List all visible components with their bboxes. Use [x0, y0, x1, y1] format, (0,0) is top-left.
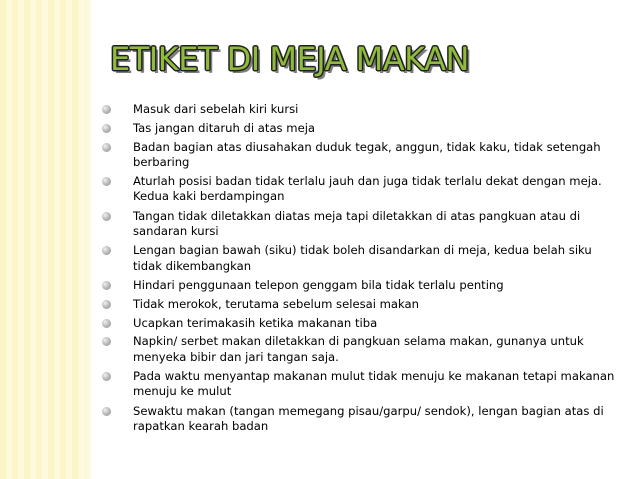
striped-background-band — [0, 0, 92, 479]
slide-title: ETIKET DI MEJA MAKAN — [110, 40, 469, 78]
list-item — [100, 334, 620, 364]
list-item-text: Pada waktu menyantap makanan mulut tidak menuju ke makanan tetapi makanan menuju ke mulut — [133, 368, 615, 399]
list-item — [100, 243, 620, 273]
list-item-text: Napkin/ serbet makan diletakkan di pangkuan selama makan, gunanya untuk menyeka bibir dan jari tangan saja. — [133, 334, 584, 364]
list-item-text: Hindari penggunaan telepon genggam bila tidak terlalu penting — [133, 277, 504, 292]
list-item-text: Tidak merokok, terutama sebelum selesai makan — [133, 296, 419, 311]
list-item — [100, 174, 620, 204]
bullet-dot-icon — [102, 337, 111, 346]
list-item-text: Ucapkan terimakasih ketika makanan tiba — [133, 315, 378, 330]
list-item-text: Lengan bagian bawah (siku) tidak boleh disandarkan di meja, kedua belah siku tidak dikembangkan — [133, 243, 592, 273]
bullet-dot-icon — [102, 300, 111, 309]
list-item-text: Masuk dari sebelah kiri kursi — [133, 102, 299, 116]
bullet-dot-icon — [102, 124, 111, 133]
list-item — [100, 404, 620, 434]
list-item — [100, 102, 620, 117]
list-item — [100, 121, 620, 136]
bullet-dot-icon — [102, 105, 111, 114]
stripe-fade — [80, 0, 100, 479]
list-item — [100, 278, 620, 293]
list-item-text: Sewaktu makan (tangan memegang pisau/garpu/ sendok), lengan bagian atas di rapatkan kearah badan — [133, 403, 604, 433]
list-item-text: Tas jangan ditaruh di atas meja — [133, 120, 316, 135]
bullet-dot-icon — [102, 372, 111, 381]
list-item-text: Badan bagian atas diusahakan duduk tegak, anggun, tidak kaku, tidak setengah berbaring — [133, 139, 601, 169]
list-item — [100, 369, 620, 399]
list-item — [100, 297, 620, 312]
bullet-dot-icon — [102, 212, 111, 221]
bullet-dot-icon — [102, 407, 111, 416]
list-item-text: Tangan tidak diletakkan diatas meja tapi diletakkan di atas pangkuan atau di sandaran kursi — [133, 208, 581, 238]
list-item — [100, 140, 620, 170]
list-item — [100, 316, 620, 331]
bullet-dot-icon — [102, 143, 111, 152]
bullet-dot-icon — [102, 177, 111, 186]
list-item-text: Aturlah posisi badan tidak terlalu jauh dan juga tidak terlalu dekat dengan meja. Kedua kaki berdampingan — [133, 174, 602, 204]
bullet-dot-icon — [102, 281, 111, 290]
list-item — [100, 209, 620, 239]
bullet-dot-icon — [102, 319, 111, 328]
bullet-dot-icon — [102, 246, 111, 255]
bullet-list — [100, 102, 620, 438]
